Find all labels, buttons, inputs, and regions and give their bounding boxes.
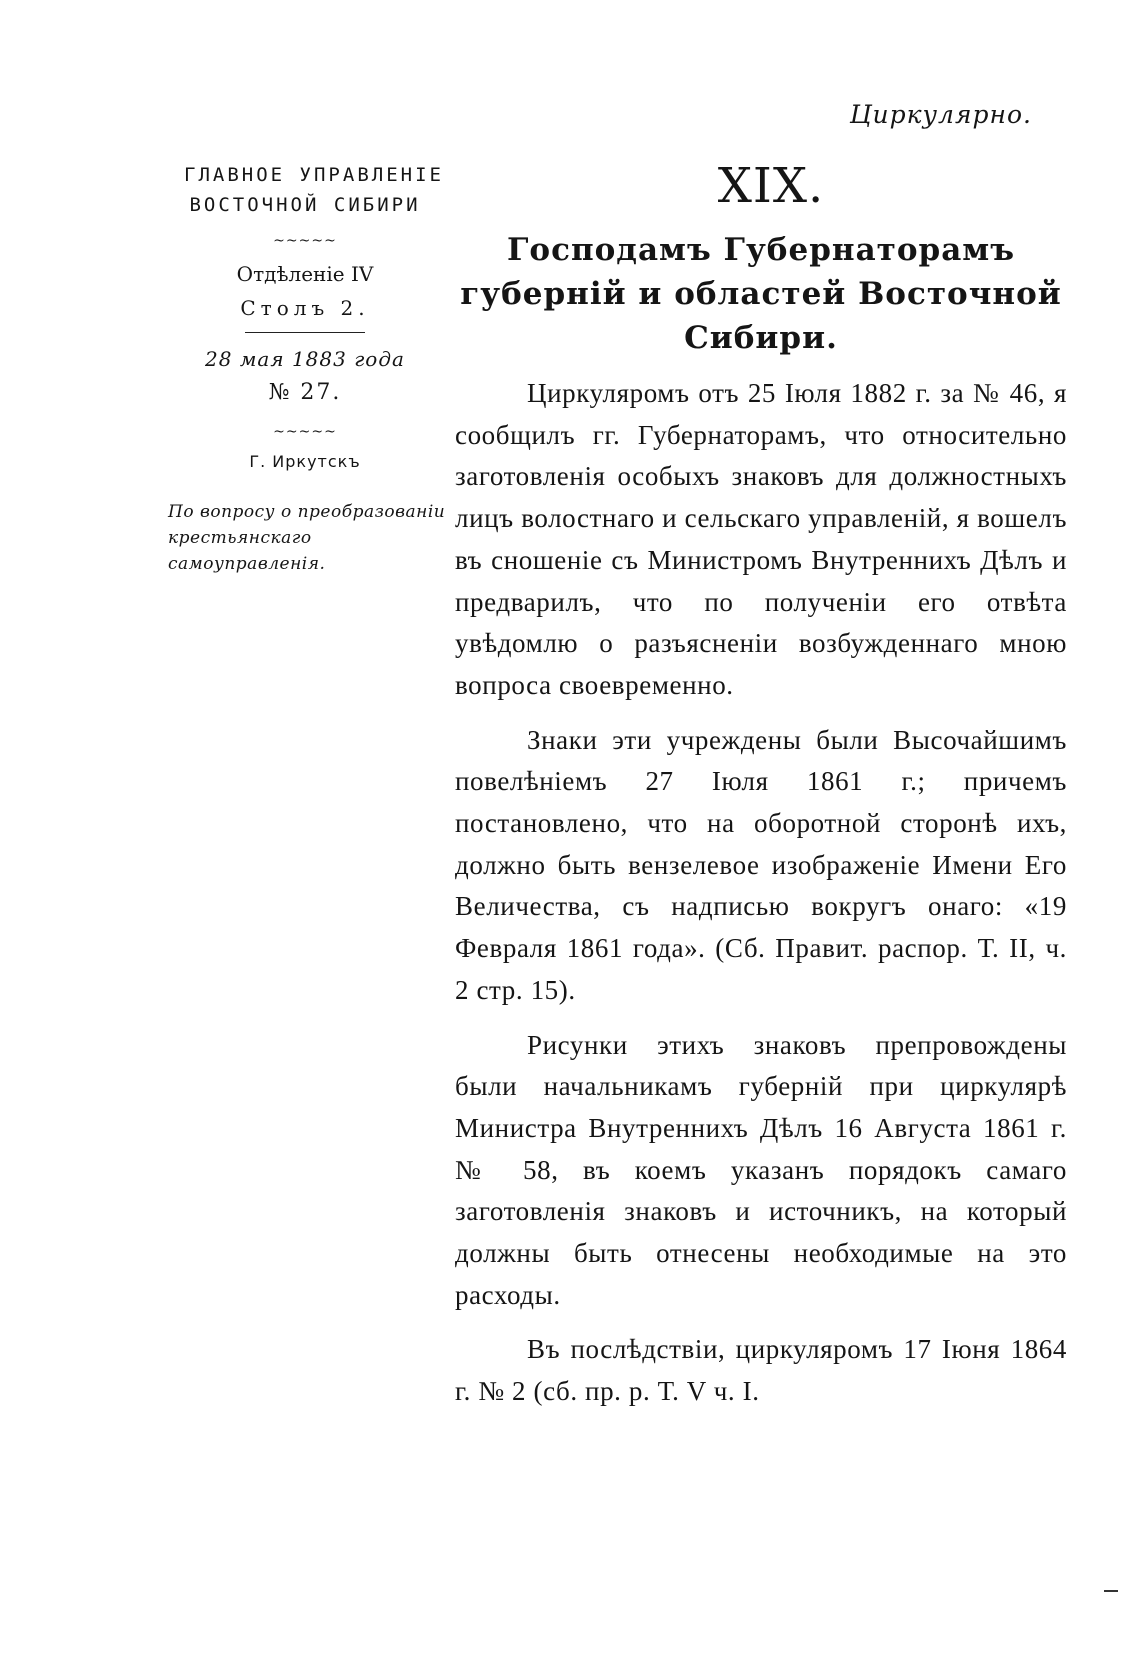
circular-main (455, 150, 1067, 1413)
authority-line-1: ГЛАВНОЕ УПРАВЛЕНІЕ (184, 164, 444, 186)
document-number: № 27. (268, 380, 342, 405)
authority-line-2: ВОСТОЧНОЙ СИБИРИ (189, 194, 421, 216)
sidebar-header-block (140, 160, 470, 577)
document-date: 28 мая 1883 года (205, 347, 405, 371)
circular-number: XIX. (717, 158, 825, 214)
department-label: Отдѣленіе IV (236, 262, 374, 286)
paragraph-2: Знаки эти учреждены были Высочайшимъ повелѣніемъ 27 Іюля 1861 г.; причемъ постановлено, что на оборотной сторонѣ ихъ, должно быть вензелевое изображеніе Имени Его Величества, съ надписью вокругъ онаго: «19 Февраля 1861 года». (Сб. Правит. распор. Т. II, ч. 2 стр. 15). (455, 724, 1067, 1005)
city-label: Г. Иркутскъ (249, 452, 361, 471)
ornament-divider-2: ~~~~~ (273, 424, 337, 440)
addressee-heading: Господамъ Губернаторамъ губерній и областей Восточной Сибири. (460, 232, 1062, 356)
divider-rule (245, 332, 365, 333)
paragraph-3: Рисунки этихъ знаковъ препровождены были начальникамъ губерній при циркулярѣ Министра Внутреннихъ Дѣлъ 16 Августа 1861 г. № 58, въ коемъ указанъ порядокъ самаго заготовленія знаковъ и источникъ, на который должны быть отнесены необходимые на это расходы. (455, 1029, 1067, 1310)
circular-body (455, 373, 1067, 1413)
circular-mark: Циркулярно. (849, 100, 1032, 129)
subject-note: По вопросу о преобразованіи крестьянскаго самоуправленія. (168, 502, 446, 574)
ornament-divider: ~~~~~ (273, 233, 337, 249)
paragraph-4: Въ послѣдствіи, циркуляромъ 17 Іюня 1864 г. № 2 (сб. пр. р. Т. V ч. I. (455, 1334, 1067, 1407)
desk-label: Столъ 2. (240, 296, 370, 320)
margin-dash (1104, 1590, 1118, 1592)
paragraph-1: Циркуляромъ отъ 25 Іюля 1882 г. за № 46, я сообщилъ гг. Губернаторамъ, что относительно заготовленія особыхъ знаковъ для должностныхъ лицъ волостнаго и сельскаго управленій, я вошелъ въ сношеніе съ Министромъ Внутреннихъ Дѣлъ и предварилъ, что по полученіи его отвѣта увѣдомлю о разъясненіи возбужденнаго мною вопроса своевременно. (455, 378, 1067, 700)
